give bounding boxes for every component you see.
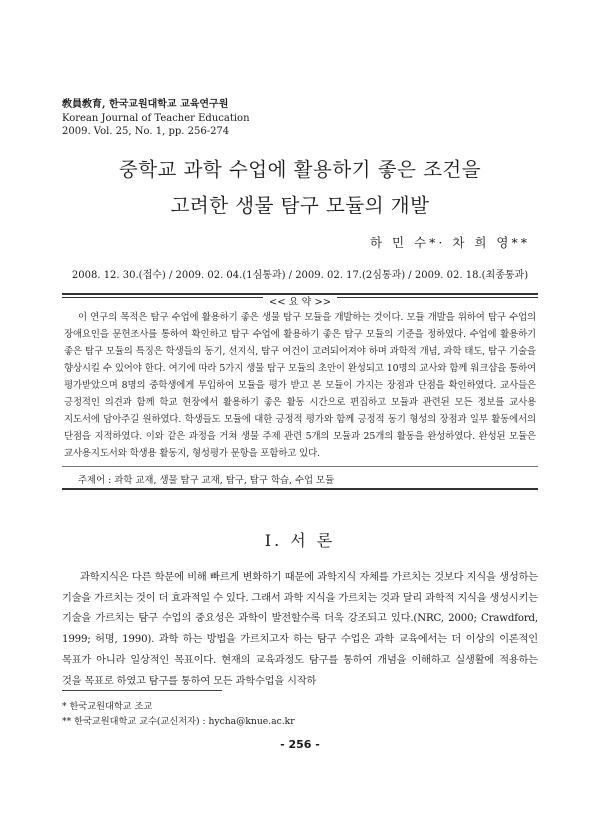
- journal-volume-pages: 2009. Vol. 25, No. 1, pp. 256-274: [62, 126, 230, 137]
- page-number: - 256 -: [280, 738, 320, 751]
- abstract-text: 이 연구의 목적은 탐구 수업에 활용하기 좋은 생물 탐구 모듈을 개발하는 것이다. 모듈 개발을 위하여 탐구 수업의 장애요인을 문헌조사를 통하여 확인하고 탐구 수업에 활용하기 좋은 탐구 모듈의 기준을 정하였다. 수업에 활용하기 좋은 탐구 모듈의 특징은 학생들의 동기, 선지식, 탐구 여건이 고려되어져야 하며 과학적 개념, 과학 태도, 탐구 기술을 향상시킬 수 있어야 한다. 여기에 따라 5가지 생물 탐구 모듈의 초안이 완성되고 10명의 교사와 함께 워크샵을 통하여 평가받았으며 8명의 중학생에게 투입하여 모듈을 평가 받고 본 모듈이 가지는 장점과 단점을 확인하였다. 교사들은 긍정적인 의견과 함께 학교 현장에서 활용하기 좋은 활동 시간으로 편집하고 모듈과 관련된 모든 정보를 교사용 지도서에 담아주길 원하였다. 학생들도 모듈에 대한 긍정적 평가와 함께 긍정적 동기 형성의 장점과 일부 활동에서의 단점을 지적하였다. 이와 같은 과정을 거쳐 생물 주제 관련 5개의 모듈과 25개의 활동을 완성하였다. 완성된 모듈은 교사용지도서와 학생용 활동지, 형성평가 문항을 포함하고 있다.: [64, 312, 536, 459]
- journal-name-english: Korean Journal of Teacher Education: [62, 112, 250, 124]
- abstract-bottom-rule: [62, 488, 538, 490]
- footnote-1: * 한국교원대학교 조교: [62, 701, 153, 712]
- body-paragraph: 과학지식은 다른 학문에 비해 빠르게 변화하기 때문에 과학지식 자체를 가르치는 것보다 지식을 생성하는 기술을 가르치는 것이 더 효과적일 수 있다. 그래서 과학 지식을 가르치는 것과 달리 과학적 지식을 생성시키는 기술을 가르치는 탐구 수업의 중요성은 과학이 발전할수록 더욱 강조되고 있다.(NRC, 2000; Crawdford, 1999; 허명, 1990). 과학 하는 방법을 가르치고자 하는 탐구 수업은 과학 교육에서는 더 이상의 이론적인 목표가 아니라 일상적인 목표이다. 현재의 교육과정도 탐구를 통하여 개념을 이해하고 실생활에 적용하는 것을 목표로 하였고 탐구를 통하여 모든 과학수업을 시작하: [62, 572, 538, 687]
- authors: 하 민 수*· 차 희 영**: [369, 235, 530, 250]
- review-dates: 2008. 12. 30.(접수) / 2009. 02. 04.(1심통과) / 2009. 02. 17.(2심통과) / 2009. 02. 18.(최종통과): [71, 270, 529, 281]
- abstract-heading: << 요 약 >>: [263, 297, 337, 308]
- paper-title-line-1: 중학교 과학 수업에 활용하기 좋은 조건을: [118, 158, 482, 181]
- abstract-heading-wrap: [0, 293, 600, 308]
- journal-name-korean: 敎員敎育, 한국교원대학교 교육연구원: [62, 99, 229, 110]
- footnote-rule: [62, 690, 222, 691]
- paper-title-line-2: 고려한 생물 탐구 모듈의 개발: [170, 194, 430, 217]
- keywords: 주제어 : 과학 교재, 생물 탐구 교재, 탐구, 탐구 학습, 수업 모듈: [78, 475, 335, 486]
- journal-header: [62, 98, 250, 139]
- section-title: Ⅰ. 서 론: [264, 531, 336, 550]
- footnote-2: ** 한국교원대학교 교수(교신저자) : hycha@knue.ac.kr: [62, 716, 295, 727]
- keywords-rule: [62, 466, 538, 467]
